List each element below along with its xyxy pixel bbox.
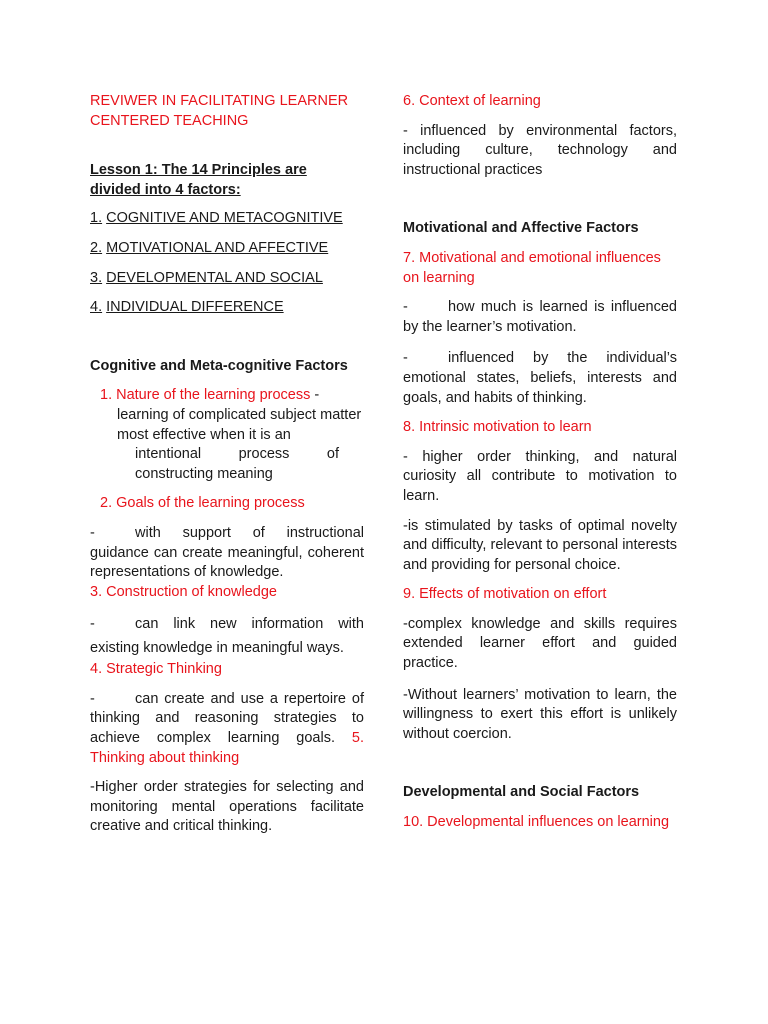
principle-4-desc: - can create and use a repertoire of thinking and reasoning strategies to achieve complex learning goals. 5. Thinking about thinking [90, 690, 365, 766]
principle-8-desc: - higher order thinking, and natural curiosity all contribute to motivation to learn. [403, 448, 677, 504]
lesson-heading: Lesson 1: The 14 Principles are divided into 4 factors: [90, 162, 307, 198]
developmental-heading: Developmental and Social Factors [403, 784, 640, 801]
principle-1: 1. Nature of the learning process - learning of complicated subject matter most effective when it is an intentional process of constructing meaning [90, 386, 364, 484]
principle-6-title: 6. Context of learning [403, 93, 541, 109]
motivational-heading: Motivational and Affective Factors [403, 220, 639, 237]
principle-2-title: 2. Goals of the learning process [100, 495, 305, 512]
principle-9-title: 9. Effects of motivation on effort [403, 586, 607, 603]
factor-item: 3. DEVELOPMENTAL AND SOCIAL [90, 269, 323, 286]
principle-5-desc: -Higher order strategies for selecting and monitoring mental operations facilitate creative and critical thinking. [90, 779, 364, 835]
principle-4-title: 4. Strategic Thinking [90, 661, 222, 678]
principle-10-title: 10. Developmental influences on learning [403, 814, 670, 831]
principle-7-desc: - how much is learned is influenced by the learner’s motivation. [403, 299, 677, 335]
principle-7-title: 7. Motivational and emotional influences on learning [403, 249, 661, 286]
principle-6-desc: - influenced by environmental factors, including culture, technology and instructional practices [403, 122, 677, 178]
principle-title: 1. Nature of the learning process [100, 387, 311, 404]
principle-2-desc: - with support of instructional guidance can create meaningful, coherent representations of knowledge. [90, 524, 364, 581]
principle-3-title: 3. Construction of knowledge [90, 583, 277, 600]
principle-7-desc: - influenced by the individual’s emotional states, beliefs, interests and goals, and habits of thinking. [403, 350, 677, 406]
factor-item: 4. INDIVIDUAL DIFFERENCE [90, 299, 284, 316]
document-title: REVIWER IN FACILITATING LEARNER CENTERED TEACHING [90, 93, 349, 129]
principle-8-title: 8. Intrinsic motivation to learn [403, 419, 592, 436]
principle-3-desc: - can link new information with existing knowledge in meaningful ways. [90, 616, 364, 657]
principle-9-desc: -Without learners’ motivation to learn, the willingness to exert this effort is unlikely without coercion. [403, 686, 677, 742]
principle-desc: intentional process of constructing meaning [135, 446, 339, 482]
cognitive-heading: Cognitive and Meta-cognitive Factors [90, 357, 348, 374]
left-column [90, 92, 364, 837]
factor-list [90, 209, 364, 317]
right-column [403, 92, 677, 833]
principle-desc: learning of complicated subject matter most effective when it is an [117, 406, 362, 443]
factor-item: 2. MOTIVATIONAL AND AFFECTIVE [90, 239, 329, 256]
principle-8-desc: -is stimulated by tasks of optimal novelty and difficulty, relevant to personal interests and providing for personal choice. [403, 517, 677, 573]
principle-9-desc: -complex knowledge and skills requires extended learner effort and guided practice. [403, 615, 677, 672]
factor-item: 1. COGNITIVE AND METACOGNITIVE [90, 210, 343, 227]
principle-5-title: 5. Thinking about thinking [90, 730, 365, 766]
